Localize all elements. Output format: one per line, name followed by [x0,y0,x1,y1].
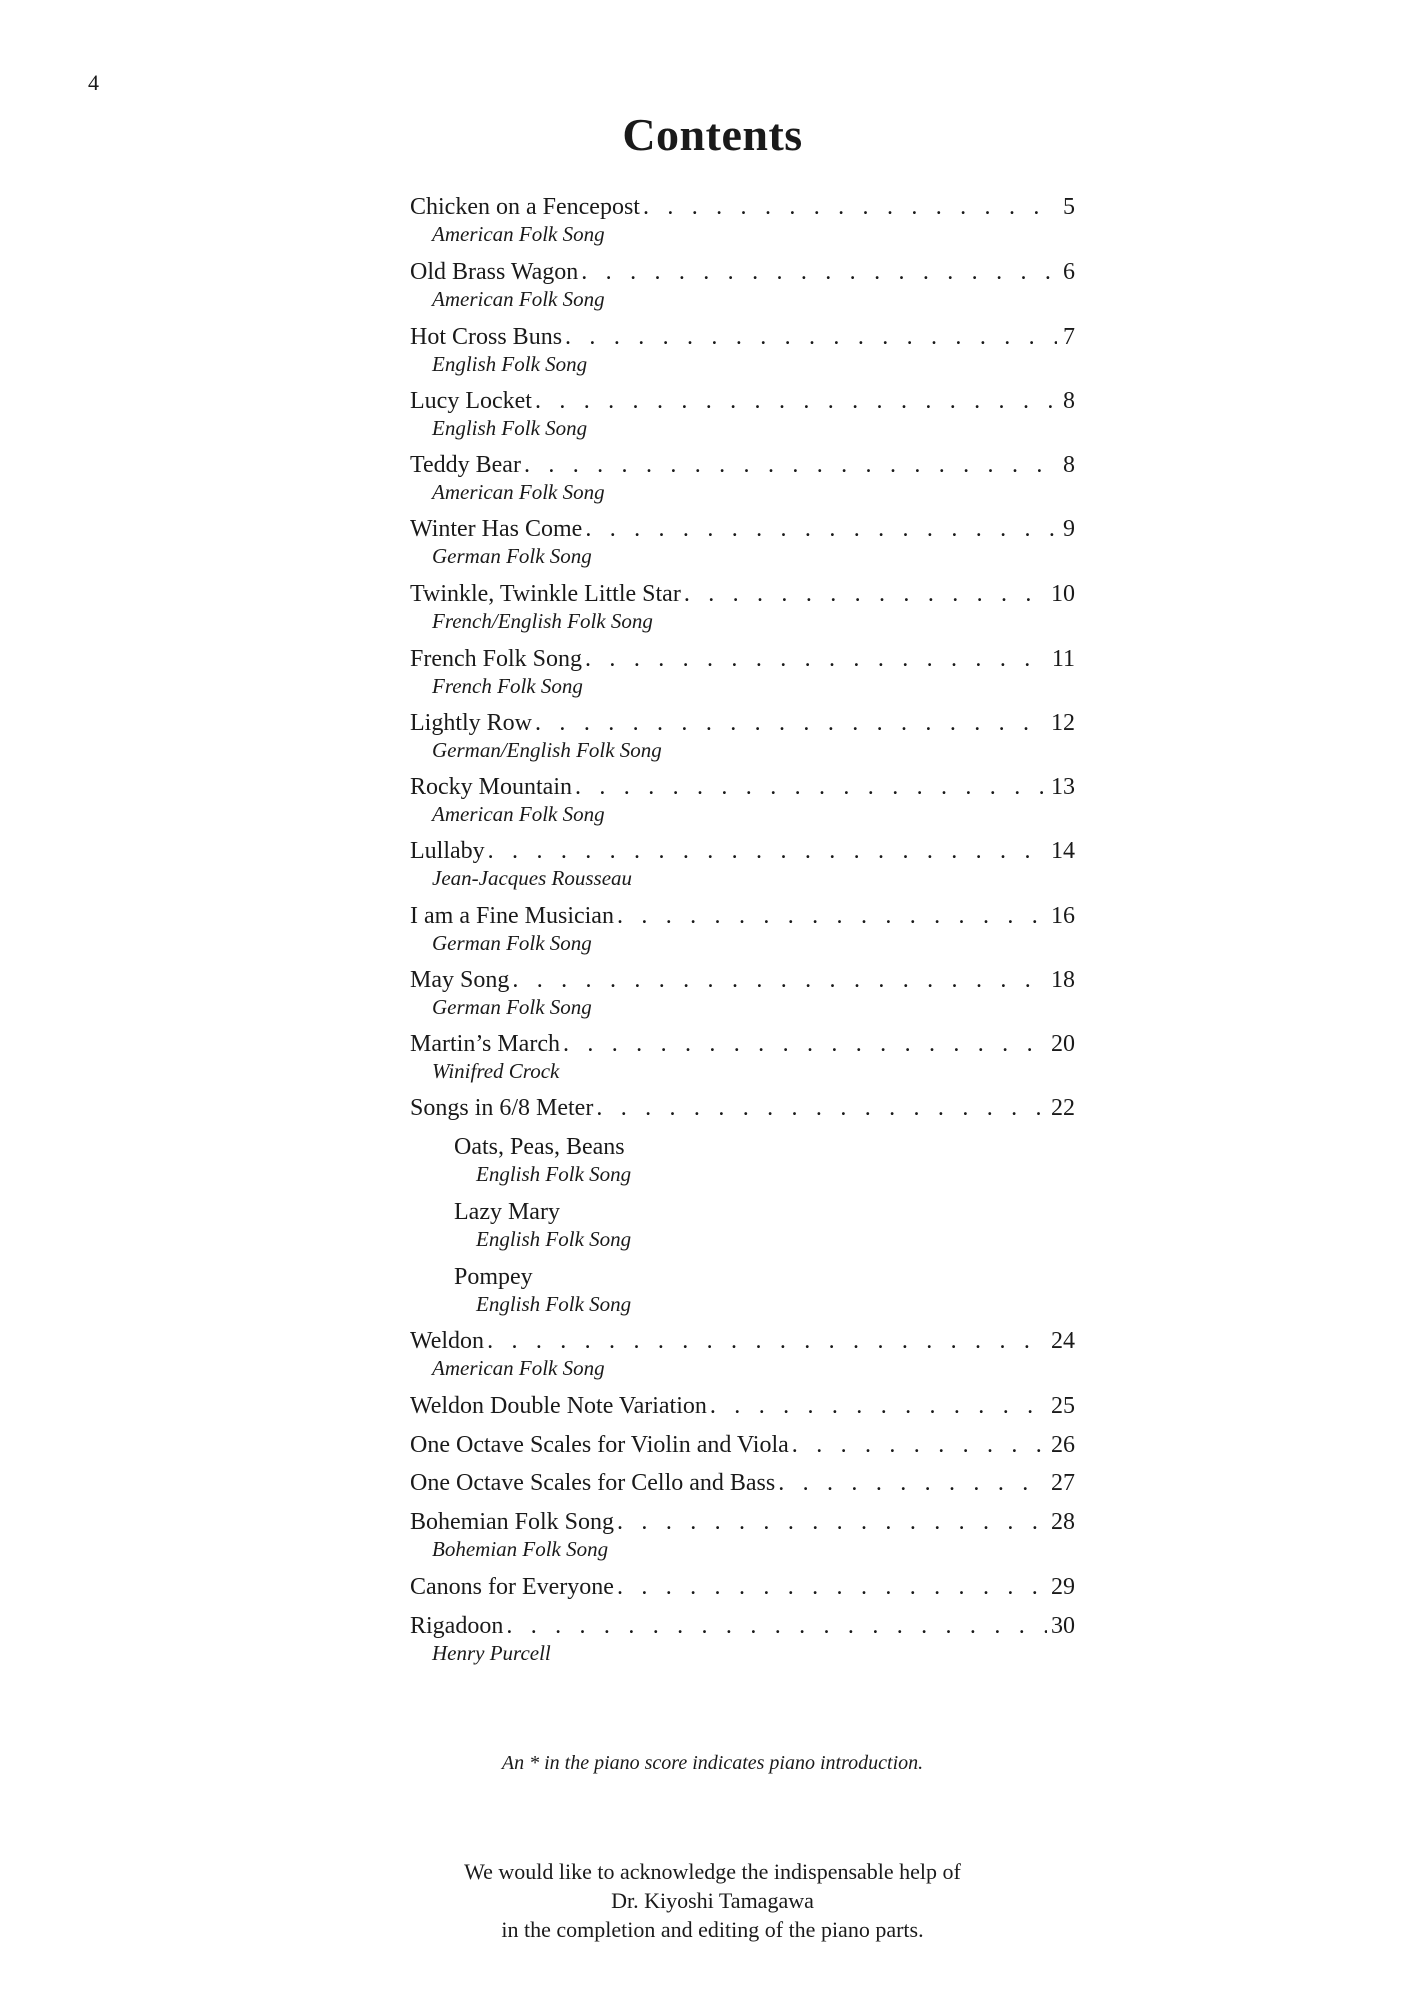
toc-entry-lightly-row [410,709,1075,763]
entry-page-number: 30 [1051,1613,1075,1639]
acknowledgement [0,1857,1425,1944]
acknowledgement-line-3: in the completion and editing of the piano parts. [501,1917,924,1942]
dot-leader [581,258,1057,286]
entry-subtitle: German Folk Song [432,931,592,955]
dot-leader [535,387,1057,415]
dot-leader [617,1508,1047,1536]
entry-subtitle: German Folk Song [432,544,592,568]
dot-leader [617,1573,1047,1601]
toc-entry-french-folk-song [410,645,1075,699]
entry-page-number: 14 [1051,838,1075,864]
toc-entry-scales-cello-bass [410,1469,1075,1497]
toc-entry-martins-march [410,1030,1075,1084]
dot-leader [596,1094,1047,1122]
entry-page-number: 10 [1051,581,1075,607]
entry-title: Teddy Bear [410,452,521,478]
dot-leader [617,902,1047,930]
entry-page-number: 6 [1063,259,1075,285]
entry-title: Lullaby [410,838,485,864]
entry-title: One Octave Scales for Violin and Viola [410,1432,789,1458]
toc-entry-twinkle-twinkle-little-star [410,580,1075,634]
toc-entry-weldon-double-note-variation [410,1392,1075,1420]
toc-subentry-lazy-mary [454,1198,1119,1252]
entry-subtitle: English Folk Song [476,1162,632,1186]
toc-entry-scales-violin-viola [410,1431,1075,1459]
entry-subtitle: French/English Folk Song [432,609,653,633]
entry-page-number: 7 [1063,324,1075,350]
entry-page-number: 27 [1051,1470,1075,1496]
toc-entry-winter-has-come [410,515,1075,569]
toc-entry-lucy-locket [410,387,1075,441]
entry-page-number: 20 [1051,1031,1075,1057]
dot-leader [575,773,1047,801]
entry-page-number: 8 [1063,388,1075,414]
entry-page-number: 12 [1051,710,1075,736]
dot-leader [565,323,1057,351]
toc-entry-songs-in-6-8-meter [410,1094,1075,1122]
toc-entry-i-am-a-fine-musician [410,902,1075,956]
toc-entry-weldon [410,1327,1075,1381]
entry-subtitle: English Folk Song [432,416,588,440]
toc-entry-may-song [410,966,1075,1020]
entry-title: One Octave Scales for Cello and Bass [410,1470,776,1496]
dot-leader [792,1431,1047,1459]
entry-subtitle: American Folk Song [432,1356,605,1380]
toc-entry-old-brass-wagon [410,258,1075,312]
entry-title: Oats, Peas, Beans [454,1134,625,1160]
entry-subtitle: English Folk Song [476,1227,632,1251]
entry-page-number: 16 [1051,903,1075,929]
toc-entry-teddy-bear [410,451,1075,505]
toc-entry-rocky-mountain [410,773,1075,827]
page-title: Contents [622,109,803,160]
entry-page-number: 9 [1063,516,1075,542]
entry-title: Songs in 6/8 Meter [410,1095,594,1121]
entry-subtitle: English Folk Song [432,352,588,376]
entry-title: Pompey [454,1264,533,1290]
toc-entry-chicken-on-a-fencepost [410,193,1075,247]
entry-page-number: 26 [1051,1432,1075,1458]
entry-subtitle: English Folk Song [476,1292,632,1316]
toc-entry-lullaby [410,837,1075,891]
entry-subtitle: Winifred Crock [432,1059,560,1083]
entry-title: Weldon Double Note Variation [410,1393,707,1419]
entry-title: Lazy Mary [454,1199,560,1225]
entry-page-number: 25 [1051,1393,1075,1419]
page-number: 4 [88,70,99,95]
entry-subtitle: Bohemian Folk Song [432,1537,609,1561]
entry-title: I am a Fine Musician [410,903,614,929]
toc-entry-hot-cross-buns [410,323,1075,377]
dot-leader [535,709,1047,737]
acknowledgement-line-1: We would like to acknowledge the indispensable help of [464,1859,961,1884]
entry-page-number: 24 [1051,1328,1075,1354]
toc-subentry-pompey [454,1263,1119,1317]
entry-subtitle: American Folk Song [432,287,605,311]
entry-page-number: 5 [1063,194,1075,220]
entry-title: Winter Has Come [410,516,583,542]
entry-title: Old Brass Wagon [410,259,579,285]
dot-leader [563,1030,1047,1058]
entry-subtitle: American Folk Song [432,222,605,246]
entry-title: Rigadoon [410,1613,504,1639]
entry-title: Lightly Row [410,710,533,736]
toc-entry-canons-for-everyone [410,1573,1075,1601]
entry-title: Canons for Everyone [410,1574,614,1600]
entry-title: Hot Cross Buns [410,324,563,350]
entry-title: French Folk Song [410,646,583,672]
entry-page-number: 11 [1051,646,1075,672]
toc-entry-rigadoon [410,1612,1075,1666]
entry-subtitle: American Folk Song [432,802,605,826]
entry-title: Twinkle, Twinkle Little Star [410,581,681,607]
entry-title: Bohemian Folk Song [410,1509,615,1535]
entry-subtitle: French Folk Song [432,674,583,698]
entry-title: Chicken on a Fencepost [410,194,640,220]
dot-leader [487,1327,1047,1355]
entry-page-number: 29 [1051,1574,1075,1600]
dot-leader [643,193,1057,221]
entry-title: Lucy Locket [410,388,532,414]
entry-title: Rocky Mountain [410,774,572,800]
entry-title: Martin’s March [410,1031,560,1057]
piano-introduction-note: An * in the piano score indicates piano introduction. [501,1752,924,1774]
dot-leader [524,451,1057,479]
dot-leader [585,515,1057,543]
entry-page-number: 28 [1051,1509,1075,1535]
entry-subtitle: Jean-Jacques Rousseau [432,866,633,890]
toc-subentry-oats-peas-beans [454,1133,1119,1187]
dot-leader [488,837,1047,865]
dot-leader [585,645,1048,673]
entry-subtitle: American Folk Song [432,480,605,504]
entry-title: May Song [410,967,510,993]
entry-page-number: 8 [1063,452,1075,478]
dot-leader [512,966,1047,994]
entry-subtitle: German Folk Song [432,995,592,1019]
entry-title: Weldon [410,1328,485,1354]
toc-entry-bohemian-folk-song [410,1508,1075,1562]
dot-leader [778,1469,1047,1497]
dot-leader [710,1392,1047,1420]
dot-leader [684,580,1047,608]
entry-subtitle: German/English Folk Song [432,738,662,762]
entry-subtitle: Henry Purcell [432,1641,551,1665]
dot-leader [506,1612,1047,1640]
entry-page-number: 18 [1051,967,1075,993]
entry-page-number: 13 [1051,774,1075,800]
acknowledgement-line-2: Dr. Kiyoshi Tamagawa [611,1888,814,1913]
entry-page-number: 22 [1051,1095,1075,1121]
